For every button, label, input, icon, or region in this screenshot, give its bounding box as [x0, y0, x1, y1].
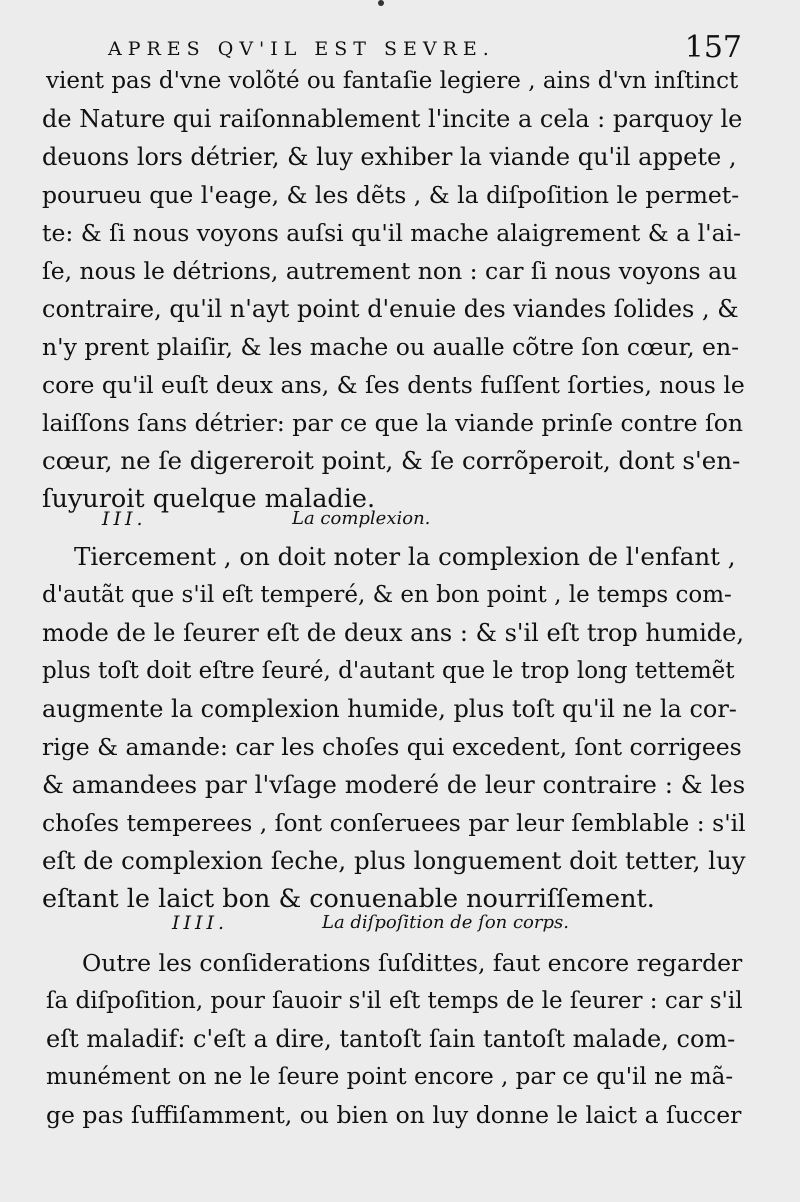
page-number: 157 [684, 30, 742, 65]
text-line: & amandees par l'vſage moderé de leur contraire : & les [42, 770, 746, 799]
text-line: ſe, nous le détrions, autrement non : car ſi nous voyons au [42, 257, 738, 285]
text-line: core qu'il euſt deux ans, & ſes dents fuſſent ſorties, nous le [42, 371, 745, 399]
ink-speck [378, 0, 384, 6]
text-line: d'autãt que s'il eſt temperé, & en bon point , le temps com- [42, 582, 732, 608]
section-title: La diſpoſition de ſon corps. [322, 912, 569, 933]
text-line: te: & ſi nous voyons auſsi qu'il mache alaigrement & a l'ai- [42, 219, 742, 247]
text-line: rige & amande: car les choſes qui excedent, ſont corrigees [42, 733, 742, 761]
text-line: pourueu que l'eage, & les dẽts , & la diſpoſition le permet- [42, 181, 740, 209]
section-number: III. [102, 508, 147, 530]
section-title: La complexion. [292, 508, 431, 529]
text-line: Outre les conſiderations ſuſdittes, faut encore regarder [82, 949, 743, 977]
section-number: IIII. [172, 912, 229, 934]
text-line: cœur, ne ſe digereroit point, & ſe corrõperoit, dont s'en- [42, 446, 741, 475]
text-line: ge pas ſuffiſamment, ou bien on luy donne le laict a ſuccer [46, 1101, 742, 1129]
text-line: laiſſons ſans détrier: par ce que la viande prinſe contre ſon [42, 409, 743, 437]
text-line: deuons lors détrier, & luy exhiber la viande qu'il appete , [42, 143, 737, 171]
text-line: eſtant le laict bon & conuenable nourriſſement. [42, 884, 655, 914]
text-line: augmente la complexion humide, plus toſt qu'il ne la cor- [42, 695, 737, 723]
text-line: ſuyuroit quelque maladie. [42, 484, 376, 514]
text-line: vient pas d'vne volõté ou fantaſie legiere , ains d'vn inſtinct [46, 68, 739, 94]
running-title: APRES QV'IL EST SEVRE. [108, 38, 495, 60]
text-line: plus toſt doit eſtre ſeuré, d'autant que le trop long tettemẽt [42, 658, 735, 684]
text-line: choſes temperees , ſont conſeruees par leur ſemblable : s'il [42, 809, 746, 837]
text-line: n'y prent plaiſir, & les mache ou aualle cõtre ſon cœur, en- [42, 333, 740, 361]
text-line: Tiercement , on doit noter la complexion de l'enfant , [74, 542, 736, 571]
text-line: mode de le ſeurer eſt de deux ans : & s'il eſt trop humide, [42, 619, 744, 647]
text-line: contraire, qu'il n'ayt point d'enuie des viandes ſolides , & [42, 295, 739, 323]
text-line: de Nature qui raiſonnablement l'incite a cela : parquoy le [42, 105, 743, 133]
text-line: eſt maladif: c'eſt a dire, tantoſt ſain tantoſt malade, com- [46, 1025, 736, 1053]
text-line: ſa diſpoſition, pour ſauoir s'il eſt temps de le ſeurer : car s'il [46, 988, 743, 1014]
text-line: eſt de complexion ſeche, plus longuement doit tetter, luy [42, 846, 746, 875]
text-line: munément on ne le ſeure point encore , par ce qu'il ne mã- [46, 1064, 734, 1090]
running-head [108, 30, 748, 66]
